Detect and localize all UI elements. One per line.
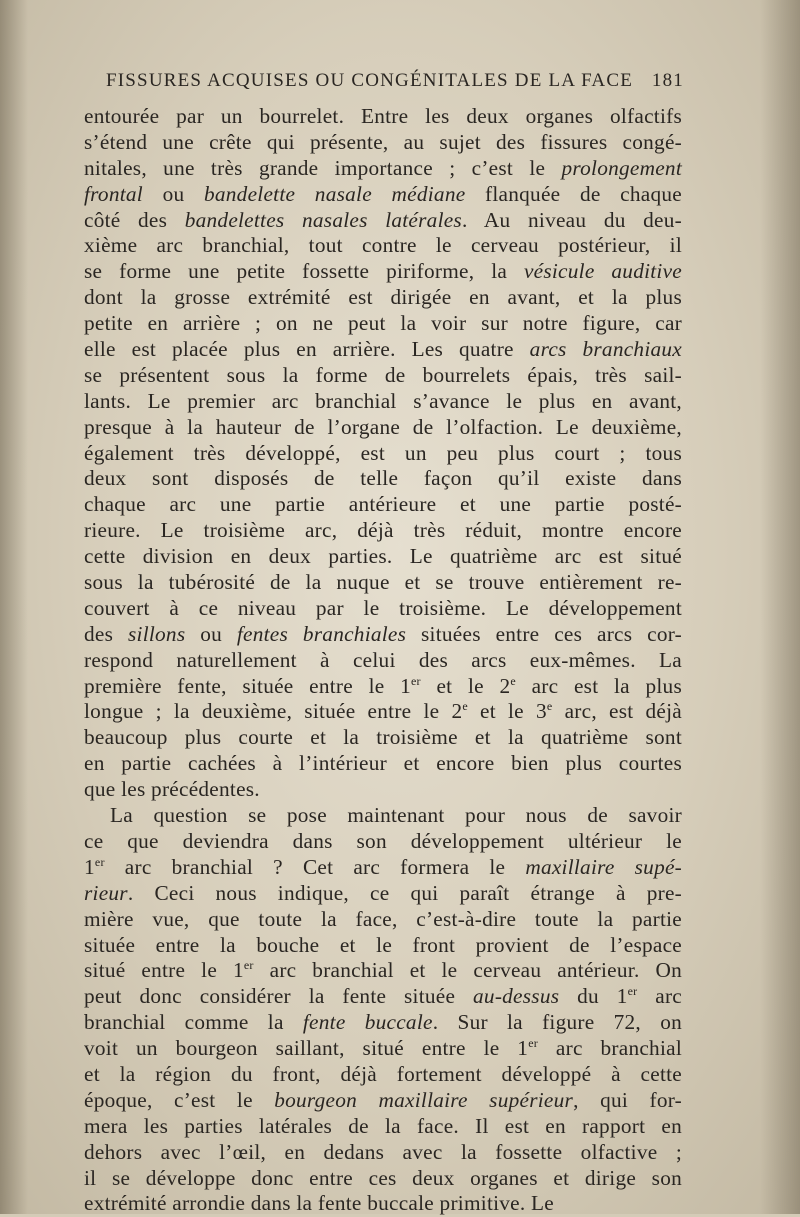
- text-line: rieure. Le troisième arc, déjà très réduit, montre encore: [84, 518, 682, 543]
- text-line: mera les parties latérales de la face. Il est en rapport en: [84, 1113, 682, 1138]
- italic-term: arcs branchiaux: [529, 337, 682, 362]
- text-line: frontal ou bandelette nasale médiane flanquée de chaque: [84, 181, 682, 206]
- italic-term: bandelette nasale médiane: [203, 181, 466, 206]
- text-line: cette division en deux parties. Le quatrième arc est situé: [84, 544, 682, 569]
- italic-term: vésicule auditive: [523, 259, 682, 284]
- italic-term: fente buccale: [302, 1010, 433, 1035]
- ordinal-superscript: er: [94, 854, 105, 869]
- ordinal-superscript: e: [510, 673, 516, 688]
- italic-term: maxillaire supé-: [525, 854, 683, 879]
- text-line: mière vue, que toute la face, c’est-à-dire toute la partie: [84, 906, 682, 931]
- text-line: couvert à ce niveau par le troisième. Le développement: [84, 595, 682, 620]
- text-line: 1er arc branchial ? Cet arc formera le maxillaire supé-: [84, 854, 683, 879]
- text-line: xième arc branchial, tout contre le cerveau postérieur, il: [84, 233, 682, 258]
- text-line: s’étend une crête qui présente, au sujet des fissures congé-: [84, 129, 682, 154]
- text-line: dont la grosse extrémité est dirigée en avant, et la plus: [84, 285, 682, 310]
- ordinal-superscript: er: [528, 1036, 539, 1051]
- italic-term: bourgeon maxillaire supérieur: [274, 1087, 574, 1112]
- text-line: première fente, située entre le 1er et le 2e arc est la plus: [84, 673, 682, 698]
- text-line: deux sont disposés de telle façon qu’il existe dans: [84, 466, 682, 491]
- italic-term: bandelettes nasales latérales: [184, 207, 462, 232]
- text-line: situé entre le 1er arc branchial et le cerveau antérieur. On: [84, 958, 682, 983]
- text-line: également très développé, est un peu plus court ; tous: [84, 440, 682, 465]
- text-line: presque à la hauteur de l’organe de l’olfaction. Le deuxième,: [84, 414, 682, 439]
- text-line: nitales, une très grande importance ; c’est le prolongement: [84, 155, 682, 180]
- text-line: entourée par un bourrelet. Entre les deux organes olfactifs: [84, 104, 682, 128]
- text-line: et la région du front, déjà fortement développé à cette: [84, 1061, 682, 1086]
- text-line: lants. Le premier arc branchial s’avance le plus en avant,: [84, 388, 682, 413]
- running-header: [106, 70, 684, 100]
- italic-term: fentes branchiales: [236, 621, 407, 646]
- italic-term: au-dessus: [473, 984, 560, 1009]
- text-line: se présentent sous la forme de bourrelets épais, très sail-: [84, 362, 682, 387]
- italic-term: sillons: [127, 621, 186, 646]
- text-line: se forme une petite fossette piriforme, la vésicule auditive: [84, 259, 682, 284]
- text-line: sous la tubérosité de la nuque et se trouve entièrement re-: [84, 570, 682, 595]
- italic-term: frontal: [84, 181, 143, 206]
- text-line: rieur. Ceci nous indique, ce qui paraît étrange à pre-: [84, 880, 682, 905]
- ordinal-superscript: er: [410, 673, 421, 688]
- text-line: beaucoup plus courte et la troisième et la quatrième sont: [84, 725, 682, 750]
- ordinal-superscript: e: [462, 699, 468, 714]
- body-text: [84, 104, 682, 1217]
- text-line: branchial comme la fente buccale. Sur la figure 72, on: [84, 1010, 682, 1035]
- text-line: en partie cachées à l’intérieur et encore bien plus courtes: [84, 751, 682, 776]
- ordinal-superscript: er: [627, 984, 638, 999]
- text-line: voit un bourgeon saillant, situé entre le 1er arc branchial: [84, 1036, 682, 1061]
- text-line: située entre la bouche et le front provient de l’espace: [84, 932, 682, 957]
- ordinal-superscript: e: [546, 699, 553, 714]
- text-line: il se développe donc entre ces deux organes et dirige son: [84, 1165, 682, 1190]
- ordinal-superscript: er: [243, 958, 254, 973]
- text-line: dehors avec l’œil, en dedans avec la fossette olfactive ;: [84, 1139, 682, 1164]
- italic-term: prolongement: [561, 155, 682, 180]
- text-line: chaque arc une partie antérieure et une partie posté-: [84, 492, 682, 517]
- text-line: côté des bandelettes nasales latérales. Au niveau du deu-: [84, 207, 683, 232]
- text-line: peut donc considérer la fente située au-dessus du 1er arc: [84, 984, 683, 1009]
- italic-term: rieur: [84, 880, 128, 905]
- text-line: longue ; la deuxième, située entre le 2e et le 3e arc, est déjà: [84, 699, 682, 724]
- text-line: époque, c’est le bourgeon maxillaire supérieur, qui for-: [84, 1087, 682, 1112]
- text-line: ce que deviendra dans son développement ultérieur le: [84, 828, 682, 853]
- text-line: que les précédentes.: [84, 777, 260, 802]
- text-line: des sillons ou fentes branchiales situées entre ces arcs cor-: [84, 621, 682, 646]
- text-line: respond naturellement à celui des arcs eux-mêmes. La: [84, 647, 682, 672]
- text-line: petite en arrière ; on ne peut la voir sur notre figure, car: [84, 311, 682, 336]
- text-line: extrémité arrondie dans la fente buccale primitive. Le: [84, 1191, 554, 1216]
- text-line: La question se pose maintenant pour nous de savoir: [110, 803, 682, 828]
- text-line: elle est placée plus en arrière. Les quatre arcs branchiaux: [84, 337, 682, 362]
- page-number: 181: [651, 70, 684, 91]
- running-title: FISSURES ACQUISES OU CONGÉNITALES DE LA FACE: [106, 70, 634, 91]
